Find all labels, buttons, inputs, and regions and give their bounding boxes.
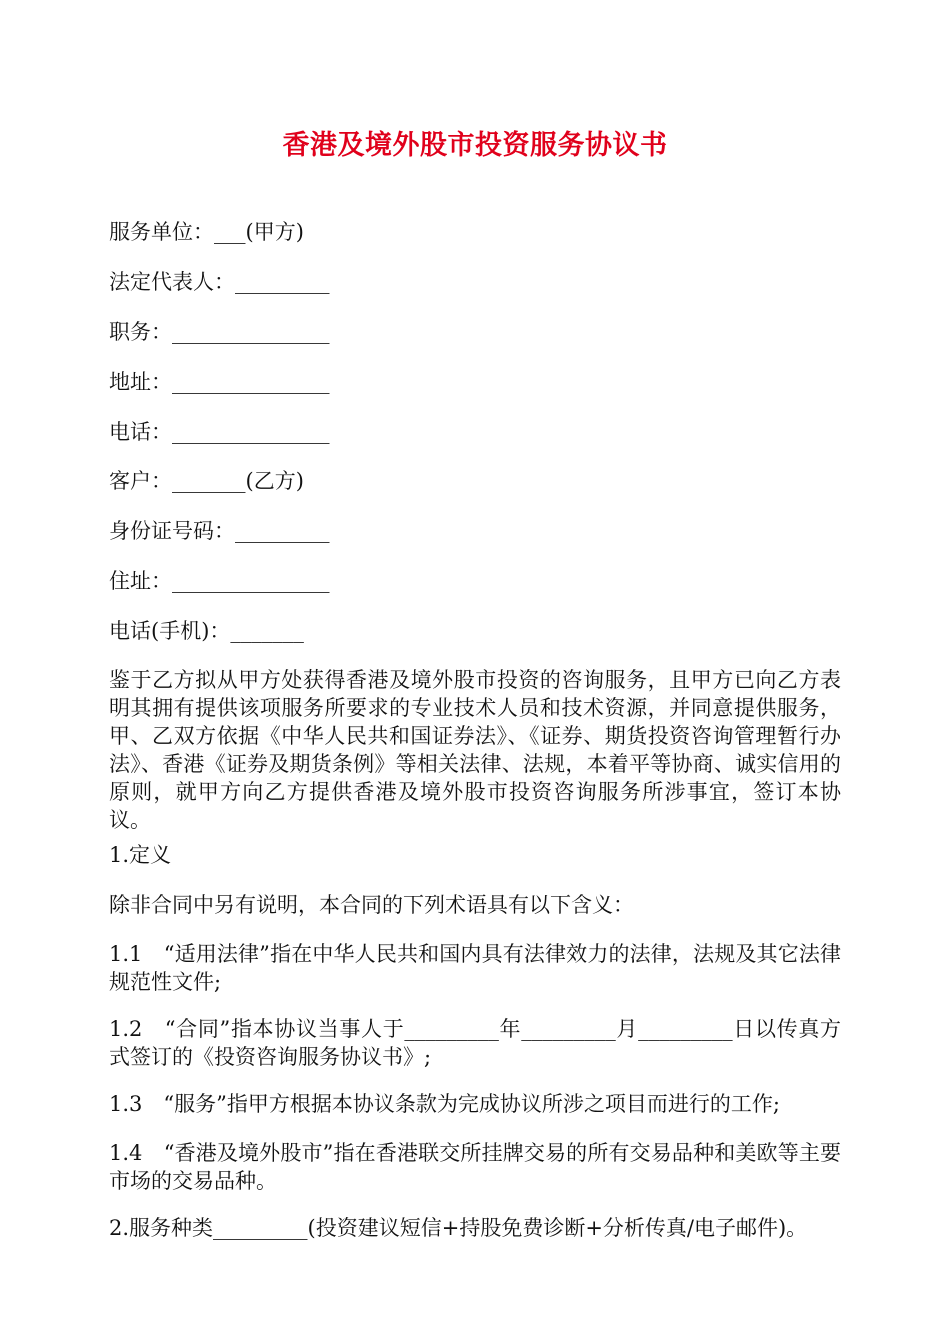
position-field: 职务：_______________ [109, 320, 330, 344]
section-2-service-types: 2.服务种类_________(投资建议短信+持股免费诊断+分析传真/电子邮件)。 [109, 1216, 808, 1240]
client-field: 客户：_______(乙方) [109, 469, 304, 493]
residence-field: 住址：_______________ [109, 569, 330, 593]
clause-1-3: 1.3 “服务”指甲方根据本协议条款为完成协议所涉之项目而进行的工作; [109, 1092, 780, 1116]
service-unit-field: 服务单位：___(甲方) [109, 220, 304, 244]
legal-representative-field: 法定代表人：_________ [109, 270, 330, 294]
clause-1-4: 1.4 “香港及境外股市”指在香港联交所挂牌交易的所有交易品种和美欧等主要市场的交易品种。 [109, 1141, 841, 1193]
section-1-intro: 除非合同中另有说明，本合同的下列术语具有以下含义： [109, 893, 634, 917]
clause-1-1: 1.1 “适用法律”指在中华人民共和国内具有法律效力的法律，法规及其它法律规范性文件; [109, 942, 841, 994]
phone-field: 电话：_______________ [109, 420, 330, 444]
mobile-phone-field: 电话(手机)：_______ [109, 619, 304, 643]
document-title: 香港及境外股市投资服务协议书 [282, 130, 668, 161]
id-number-field: 身份证号码：_________ [109, 519, 330, 543]
address-field: 地址：_______________ [109, 370, 330, 394]
section-1-heading: 1.定义 [109, 843, 172, 867]
clause-1-2: 1.2 “合同”指本协议当事人于_________年_________月_________日以传真方式签订的《投资咨询服务协议书》; [109, 1017, 841, 1069]
preamble-paragraph: 鉴于乙方拟从甲方处获得香港及境外股市投资的咨询服务，且甲方已向乙方表明其拥有提供该项服务所要求的专业技术人员和技术资源，并同意提供服务，甲、乙双方依据《中华人民共和国证券法》、《证券、期货投资咨询管理暂行办法》、香港《证券及期货条例》等相关法律、法规，本着平等协商、诚实信用的原则，就甲方向乙方提供香港及境外股市投资咨询服务所涉事宜，签订本协议。 [109, 668, 841, 832]
